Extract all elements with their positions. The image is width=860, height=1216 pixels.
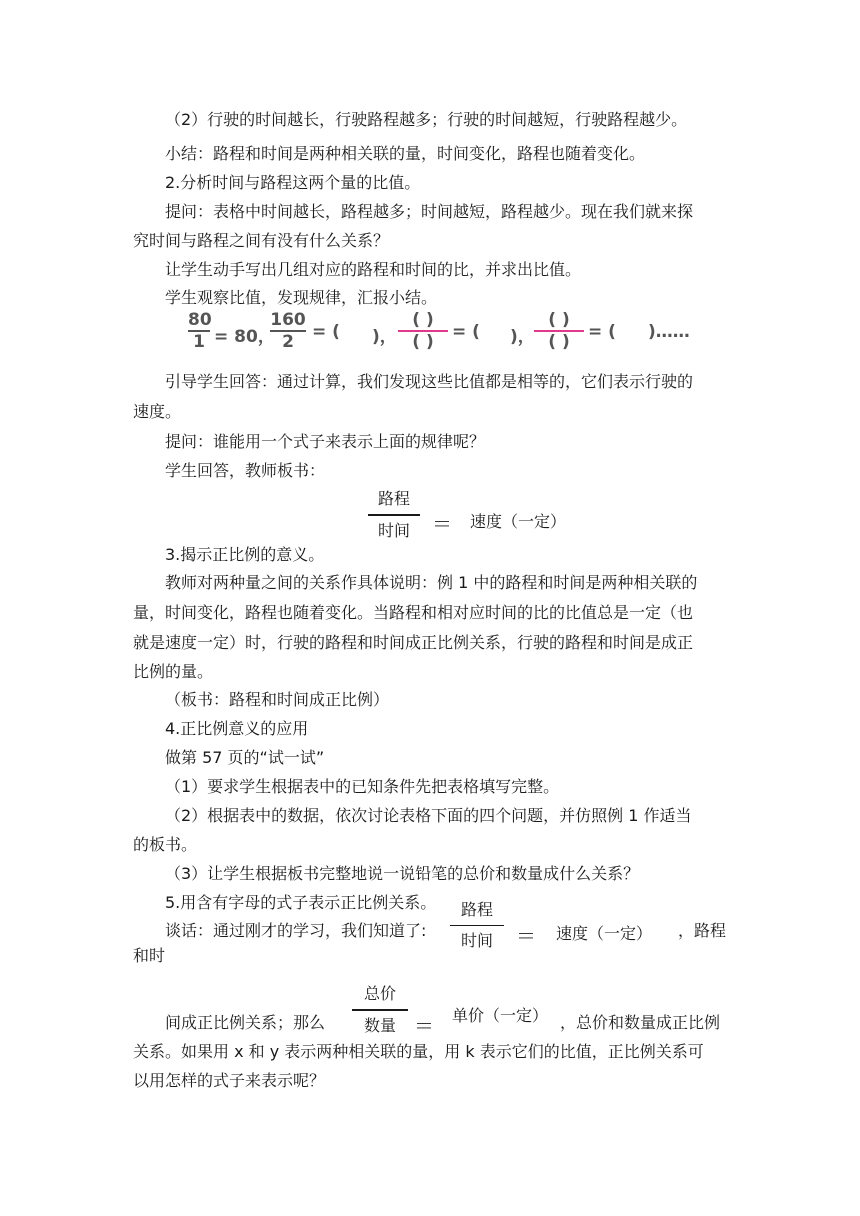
text-line: 量，时间变化，路程也随着变化。当路程和相对应时间的比的比值总是一定（也 <box>133 603 694 622</box>
section-heading: 2.分析时间与路程这两个量的比值。 <box>165 173 421 192</box>
equals-blank: = ( <box>312 322 340 342</box>
fraction-80-1: 80 1 <box>188 310 212 352</box>
text-line: 学生观察比值，发现规律，汇报小结。 <box>165 288 438 307</box>
text-line: （2）根据表中的数据，依次讨论表格下面的四个问题，并仿照例 1 作适当 <box>165 806 692 825</box>
blank-close: )， <box>372 327 397 347</box>
text-line: 引导学生回答：通过计算，我们发现这些比值都是相等的，它们表示行驶的 <box>165 372 694 391</box>
text-line: 谈话：通过刚才的学习，我们知道了: <box>165 921 427 940</box>
section-heading: 4.正比例意义的应用 <box>165 719 309 738</box>
equals-blank: = ( <box>452 322 480 342</box>
equals-sign: ＝ <box>432 512 452 536</box>
formula-distance-over-time-inline: 路程 时间 <box>450 900 504 951</box>
section-heading: 3.揭示正比例的意义。 <box>165 545 325 564</box>
formula-result: 速度（一定） <box>470 512 567 531</box>
text-line: 间成正比例关系；那么 <box>165 1013 326 1032</box>
text-line: 让学生动手写出几组对应的路程和时间的比，并求出比值。 <box>165 260 582 279</box>
text-line: （2）行驶的时间越长，行驶路程越多；行驶的时间越短，行驶路程越少。 <box>165 110 688 129</box>
text-line: （3）让学生根据板书完整地说一说铅笔的总价和数量成什么关系？ <box>165 864 640 883</box>
blank-close: )， <box>510 327 535 347</box>
formula-result: 速度（一定） <box>556 924 653 943</box>
text-line: 提问：谁能用一个式子来表示上面的规律呢？ <box>165 432 486 451</box>
text-line: 比例的量。 <box>133 662 214 681</box>
text-line: 和时 <box>133 946 166 965</box>
blank-fraction: ( ) ( ) <box>534 312 584 350</box>
formula-price-over-quantity: 总价 数量 <box>352 984 408 1036</box>
formula-distance-over-time: 路程 时间 <box>368 489 420 541</box>
fraction-160-2: 160 2 <box>270 310 306 352</box>
text-line: 究时间与路程之间有没有什么关系？ <box>133 231 390 250</box>
text-line: 学生回答，教师板书： <box>165 461 326 480</box>
blank-close-ellipsis: )…… <box>648 322 690 342</box>
text-line: 提问：表格中时间越长，路程越多；时间越短，路程越少。现在我们就来探 <box>165 202 694 221</box>
text-line: 的板书。 <box>133 835 198 854</box>
equals-sign: ＝ <box>516 924 536 948</box>
text-line: 以用怎样的式子来表示呢？ <box>133 1071 326 1090</box>
section-heading: 5.用含有字母的式子表示正比例关系。 <box>165 893 437 912</box>
equals-sign: ＝ <box>414 1014 434 1038</box>
text-line: 速度。 <box>133 402 182 421</box>
text-line: 小结：路程和时间是两种相关联的量，时间变化，路程也随着变化。 <box>165 144 646 163</box>
formula-result: 单价（一定） <box>452 1006 549 1025</box>
equals-text: = 80， <box>214 327 275 347</box>
text-line: 关系。如果用 x 和 y 表示两种相关联的量，用 k 表示它们的比值，正比例关系可 <box>133 1042 704 1061</box>
equals-blank: = ( <box>588 322 616 342</box>
text-line: 就是速度一定）时，行驶的路程和时间成正比例关系，行驶的路程和时间是成正 <box>133 633 694 652</box>
blank-fraction: ( ) ( ) <box>398 312 448 350</box>
text-line: （1）要求学生根据表中的已知条件先把表格填写完整。 <box>165 777 560 796</box>
text-line: ，路程 <box>678 921 727 940</box>
text-line: 做第 57 页的“试一试” <box>165 748 325 767</box>
text-line: （板书：路程和时间成正比例） <box>165 690 390 709</box>
text-line: ，总价和数量成正比例 <box>560 1013 721 1032</box>
text-line: 教师对两种量之间的关系作具体说明：例 1 中的路程和时间是两种相关联的 <box>165 573 698 592</box>
